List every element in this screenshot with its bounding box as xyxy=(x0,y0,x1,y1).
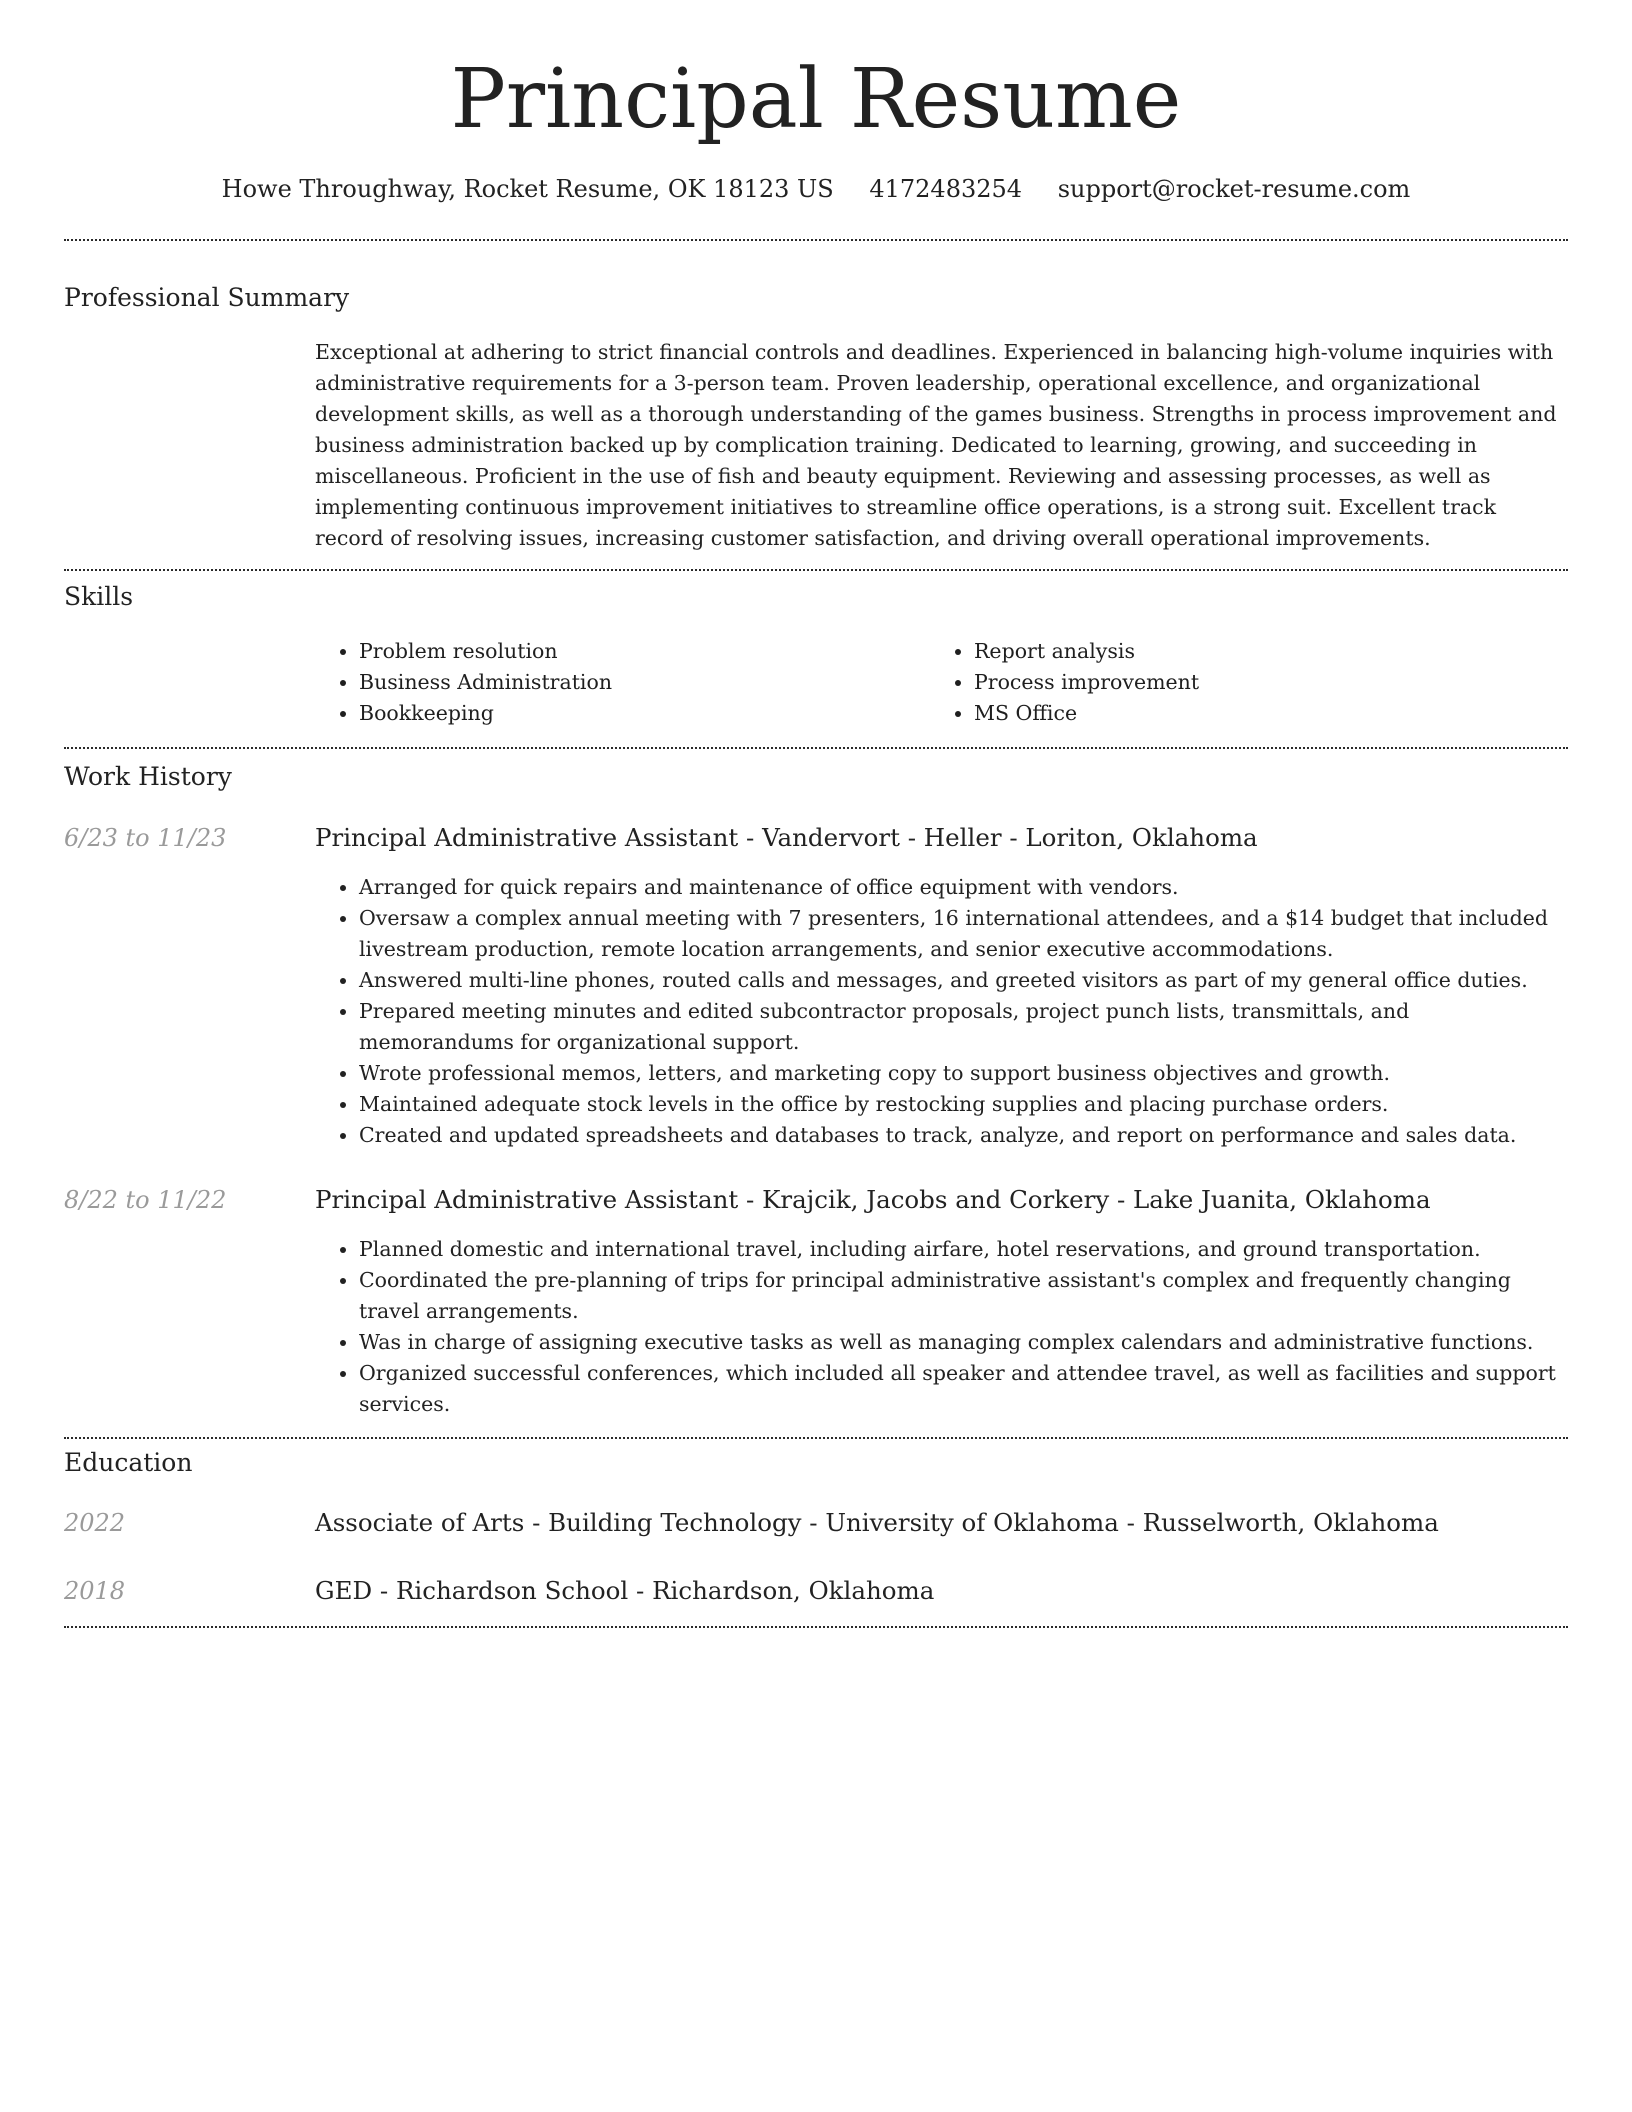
skill-item: • Process improvement xyxy=(974,667,1530,698)
education-section-title: Education xyxy=(64,1448,193,1477)
education-heading: Associate of Arts - Building Technology - University of Oklahoma - Russelworth, Oklahoma xyxy=(315,1508,1439,1537)
job-duty-item: • Prepared meeting minutes and edited subcontractor proposals, project punch lists, transmittals, and memorandums for organizational support. xyxy=(359,996,1568,1058)
section-divider xyxy=(64,1437,1568,1439)
job-duties xyxy=(315,1234,1568,1420)
skill-item: • Report analysis xyxy=(974,636,1530,667)
summary-text: Exceptional at adhering to strict financial controls and deadlines. Experienced in balancing high-volume inquiries with administrative requirements for a 3-person team. Proven leadership, operational excellence, and organizational development skills, as well as a thorough understanding of the games business. Strengths in process improvement and business administration backed up by complication training. Dedicated to learning, growing, and succeeding in miscellaneous. Proficient in the use of fish and beauty equipment. Reviewing and assessing processes, as well as implementing continuous improvement initiatives to streamline office operations, is a strong suit. Excellent track record of resolving issues, increasing customer satisfaction, and driving overall operational improvements. xyxy=(315,340,1557,550)
job-heading: Principal Administrative Assistant - Krajcik, Jacobs and Corkery - Lake Juanita, Oklahoma xyxy=(315,1185,1431,1214)
address-text: Howe Throughway, Rocket Resume, OK 18123 US xyxy=(221,175,834,203)
job-duty-item: • Coordinated the pre-planning of trips for principal administrative assistant's complex and frequently changing travel arrangements. xyxy=(359,1265,1568,1327)
skill-item: • MS Office xyxy=(974,698,1530,729)
skill-item: • Bookkeeping xyxy=(359,698,915,729)
skills-list xyxy=(315,636,1568,732)
job-dates: 8/22 to 11/22 xyxy=(64,1186,227,1214)
section-divider xyxy=(64,747,1568,749)
skill-item: • Business Administration xyxy=(359,667,915,698)
skills-section-title: Skills xyxy=(64,582,134,611)
job-duty-item: • Wrote professional memos, letters, and marketing copy to support business objectives and growth. xyxy=(359,1058,1568,1089)
job-duty-item: • Created and updated spreadsheets and databases to track, analyze, and report on performance and sales data. xyxy=(359,1120,1568,1151)
job-duty-item: • Was in charge of assigning executive tasks as well as managing complex calendars and administrative functions. xyxy=(359,1327,1568,1358)
contact-line xyxy=(64,172,1568,206)
skills-column-right xyxy=(930,636,1530,729)
email-text: support@rocket-resume.com xyxy=(1057,175,1411,203)
job-duty-item: • Oversaw a complex annual meeting with 7 presenters, 16 international attendees, and a $14 budget that included livestream production, remote location arrangements, and senior executive accommodations. xyxy=(359,903,1568,965)
education-year: 2018 xyxy=(64,1577,126,1605)
job-dates: 6/23 to 11/23 xyxy=(64,824,227,852)
summary-section xyxy=(315,337,1568,554)
work-section-title: Work History xyxy=(64,762,232,791)
section-divider xyxy=(64,239,1568,241)
skills-column-left xyxy=(315,636,915,729)
job-duty-item: • Answered multi-line phones, routed calls and messages, and greeted visitors as part of my general office duties. xyxy=(359,965,1568,996)
phone-text: 4172483254 xyxy=(869,175,1023,203)
skill-item: • Problem resolution xyxy=(359,636,915,667)
resume-name: Principal Resume xyxy=(450,52,1182,147)
job-duty-item: • Planned domestic and international travel, including airfare, hotel reservations, and ground transportation. xyxy=(359,1234,1568,1265)
education-heading: GED - Richardson School - Richardson, Oklahoma xyxy=(315,1576,935,1605)
summary-section-title: Professional Summary xyxy=(64,283,350,312)
job-duties xyxy=(315,872,1568,1151)
education-year: 2022 xyxy=(64,1509,126,1537)
job-duty-item: • Arranged for quick repairs and maintenance of office equipment with vendors. xyxy=(359,872,1568,903)
section-divider xyxy=(64,569,1568,571)
job-duty-item: • Organized successful conferences, which included all speaker and attendee travel, as well as facilities and support services. xyxy=(359,1358,1568,1420)
job-heading: Principal Administrative Assistant - Vandervort - Heller - Loriton, Oklahoma xyxy=(315,823,1258,852)
section-divider xyxy=(64,1626,1568,1628)
job-duty-item: • Maintained adequate stock levels in the office by restocking supplies and placing purchase orders. xyxy=(359,1089,1568,1120)
